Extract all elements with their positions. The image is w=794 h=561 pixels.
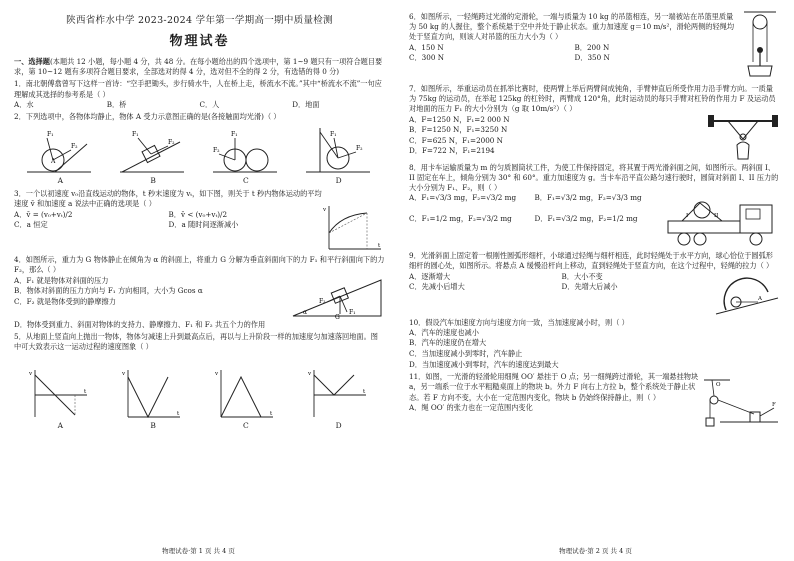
page-footer-right: 物理试卷·第 2 页 共 4 页 <box>559 547 632 555</box>
question-9-stem: 9．光滑斜面上固定着一根刚性圆弧形细杆，小球通过轻绳与细杆相连，此时轻绳处于水平方向，球心恰位于圆弧形细杆的圆心处，如图所示。将悬点 A 缓慢沿杆向上移动，直到轻绳处于竖直方向，在这个过程中，轻绳的拉力（ ） <box>409 251 774 271</box>
question-4-options <box>14 276 289 308</box>
svg-text:F: F <box>772 402 776 409</box>
svg-text:F₂: F₂ <box>319 297 326 305</box>
figure-label: B <box>150 176 156 186</box>
question-4-option-d[interactable]: D．物体受到重力、斜面对物体的支持力、静摩擦力、F₁ 和 F₂ 共五个力的作用 <box>14 319 266 329</box>
force-diagram-icon <box>304 124 374 176</box>
svg-text:v: v <box>122 370 126 377</box>
question-1-options <box>14 100 385 110</box>
question-7-stem: 7．如图所示，举重运动员在抓举比赛时，使两臂上举后两臂间成钝角，手臂伸直后所受作用力沿手臂方向。一质量为 75kg 的运动员，在举起 125kg 的杠铃时，两臂成 120°角，此时运动员的每只手臂对杠铃的作用力 F 及运动员对地面的压力 F₁ 的大小分别为（g 取 10m/s²）（ ） <box>409 84 776 114</box>
option[interactable]: A．汽车的速度也减小 <box>409 327 479 337</box>
question-7 <box>409 115 780 161</box>
question-4-stem: 4．如图所示，重力为 G 物体静止在倾角为 α 的斜面上，将重力 G 分解为垂直斜面向下的力 F₁ 和平行斜面向下的力 F₂，那么（ ） <box>14 255 385 275</box>
vt-graph-icon <box>122 367 184 421</box>
question-9 <box>409 272 780 316</box>
figure-label: D <box>335 420 342 430</box>
question-3-options <box>14 210 323 230</box>
svg-text:α: α <box>303 308 308 316</box>
option[interactable]: D．a 随时间逐渐减小 <box>168 219 239 229</box>
question-2-stem: 2．下列选项中，各物体均静止，物体 A 受力示意图正确的是(各接触面均光滑)（ ） <box>14 112 281 122</box>
figure-label: C <box>243 176 249 186</box>
svg-text:F₁: F₁ <box>230 131 238 139</box>
svg-text:F₁: F₁ <box>329 131 337 139</box>
question-11-option-a[interactable]: A．绳 OO′ 的张力也在一定范围内变化 <box>409 402 533 412</box>
question-1-stem: 1．南北朝傅翕曾写下这样一首诗：“空手把锄头，步行骑水牛，人在桥上走，桥流水不流。”其中“桥流水不流”一句应理解成其选择的参考系是（ ） <box>14 79 382 99</box>
option[interactable]: B．桥 <box>106 99 127 109</box>
svg-text:t: t <box>269 410 273 417</box>
incline-diagram-icon <box>289 276 385 320</box>
svg-text:t: t <box>378 243 381 250</box>
question-3 <box>14 187 385 253</box>
option[interactable]: C．当加速度减小到零时，汽车静止 <box>409 349 523 359</box>
option[interactable]: C．F₂ 就是物体受到的静摩擦力 <box>14 296 116 306</box>
question-6-options <box>409 43 740 63</box>
svg-text:I: I <box>686 213 689 220</box>
vt-graph-icon <box>29 367 91 421</box>
option[interactable]: B．汽车的速度仍在增大 <box>409 338 487 348</box>
option[interactable]: C．300 N <box>409 52 444 62</box>
option[interactable]: B．200 N <box>574 42 610 52</box>
svg-text:F₁: F₁ <box>132 131 139 139</box>
option[interactable]: D．F=722 N，F₁=2194 <box>409 146 495 156</box>
option[interactable]: A．150 N <box>409 42 444 52</box>
svg-text:v: v <box>214 370 218 377</box>
option[interactable]: C．人 <box>199 99 220 109</box>
weightlifter-icon <box>706 115 780 161</box>
option[interactable]: A．v̄ = (v₀+vₜ)/2 <box>14 209 73 219</box>
option[interactable]: B．v̄ < (v₀+vₜ)/2 <box>168 209 228 219</box>
subject-title: 物理试卷 <box>169 34 230 49</box>
vt-graph-icon <box>308 367 370 421</box>
svg-text:t: t <box>177 410 180 417</box>
option[interactable]: B．物体对斜面的压力方向与 F₁ 方向相同，大小为 Gcos α <box>14 286 203 296</box>
force-diagram-icon <box>211 124 281 176</box>
truck-icon <box>660 193 780 249</box>
svg-text:F₂: F₂ <box>168 139 175 147</box>
question-11 <box>409 370 780 438</box>
page-footer-left: 物理试卷·第 1 页 共 4 页 <box>162 547 235 555</box>
option[interactable]: B．大小不变 <box>561 271 603 281</box>
question-11-stem: 11．如图，一光滑的轻滑轮用细绳 OO′ 悬挂于 O 点；另一细绳跨过滑轮，其一端悬挂物块 a，另一端系一位于水平粗糙桌面上的物块 b。外力 F 向右上方拉 b，整个系统处于静止状态。若 F 方向不变，大小在一定范围内变化，物块 b 仍始终保持静止，则（ ） <box>409 372 699 402</box>
vt-graph-icon <box>215 367 277 421</box>
section-intro: 一、选择题(本题共 12 小题，每小题 4 分，共 48 分。在每小题给出的四个选项中，第 1~9 题只有一项符合题目要求，第 10~12 题有多项符合题目要求，全部选对的得 4 分，选对但不全的得 2 分，有选错的得 0 分) <box>14 57 383 77</box>
question-4 <box>14 276 385 320</box>
option[interactable]: A．水 <box>14 99 34 109</box>
svg-text:G: G <box>335 313 340 320</box>
svg-text:F₂: F₂ <box>71 143 78 151</box>
figure-label: D <box>335 176 342 186</box>
option[interactable]: C．F=625 N，F₁=2000 N <box>409 135 503 145</box>
figure-label: C <box>243 420 249 430</box>
figure-d <box>304 124 374 185</box>
svg-text:F₂: F₂ <box>355 145 363 153</box>
graph-c <box>215 367 277 430</box>
question-8 <box>409 193 780 249</box>
figure-a <box>25 124 95 185</box>
force-diagram-icon <box>118 124 188 176</box>
svg-text:t: t <box>84 388 87 395</box>
figure-label: A <box>57 176 64 186</box>
pulley-block-icon <box>700 378 780 438</box>
question-5-figures <box>14 367 385 430</box>
option[interactable]: D．350 N <box>574 52 610 62</box>
figure-b <box>118 124 188 185</box>
svg-text:t: t <box>362 388 365 395</box>
option[interactable]: C．F₁=1/2 mg，F₂=√3/2 mg <box>409 213 512 223</box>
question-8-stem: 8．用卡车运输质量为 m 的匀质圆筒状工件，为使工件保持固定，将其置于两光滑斜面之间，如图所示。两斜面 I、II 固定在车上，倾角分别为 30° 和 60°。重力加速度为 g。当卡车沿平直公路匀速行驶时，圆筒对斜面 I、II 压力的大小分别为 F₁、F₂，则（ ） <box>409 162 779 193</box>
svg-text:v: v <box>307 370 311 377</box>
graph-b <box>122 367 184 430</box>
pulley-basket-icon <box>740 10 780 82</box>
question-2-figures <box>14 124 385 185</box>
arc-rod-icon <box>714 272 780 316</box>
option[interactable]: A．逐渐增大 <box>409 271 451 281</box>
figure-c <box>211 124 281 185</box>
option[interactable]: A．F₁=√3/3 mg，F₂=√3/2 mg <box>409 193 517 203</box>
svg-text:v: v <box>323 207 327 214</box>
figure-label: B <box>150 420 156 430</box>
question-6-stem: 6．如图所示，一轻绳跨过光滑的定滑轮，一端与质量为 10 kg 的吊篮相连，另一端被站在吊篮里质量为 50 kg 的人握住，整个系统悬于空中并处于静止状态。重力加速度 g＝10 m/s²，滑轮两侧的轻绳均处于竖直方向，则该人对吊篮的压力大小为（ ） <box>409 12 735 42</box>
exam-title: 陕西省柞水中学 2023-2024 学年第一学期高一期中质量检测 <box>66 15 333 26</box>
option[interactable]: C．先减小后增大 <box>409 281 465 291</box>
option[interactable]: B．F₁=√3/2 mg，F₂=√3/3 mg <box>534 193 642 203</box>
velocity-graph-icon <box>323 203 385 253</box>
option[interactable]: D．当加速度减小到零时，汽车的速度达到最大 <box>409 359 559 369</box>
question-3-stem: 3．一个以初速度 v₀沿直线运动的物体，t 秒末速度为 vₜ，如下图，则关于 t 秒内物体运动的平均速度 v̄ 和加速度 a 说法中正确的选项是（ ） <box>14 189 322 209</box>
graph-a <box>29 367 91 430</box>
svg-text:O: O <box>716 382 721 389</box>
option[interactable]: D．先增大后减小 <box>561 281 618 291</box>
question-6 <box>409 10 780 82</box>
question-10-options <box>409 328 780 370</box>
svg-text:F₁: F₁ <box>349 308 356 316</box>
option[interactable]: D．地面 <box>292 99 320 109</box>
question-9-options <box>409 272 714 292</box>
option[interactable]: B．F=1250 N，F₁=3250 N <box>409 125 508 135</box>
question-5-stem: 5．从地面上竖直向上抛出一物体，物体匀减速上升到最高点后，再以与上升阶段一样的加速度匀加速落回地面。图中可大致表示这一运动过程的速度图象（ ） <box>14 332 378 352</box>
graph-d <box>308 367 370 430</box>
option[interactable]: C．a 恒定 <box>14 219 48 229</box>
svg-text:F₂: F₂ <box>212 147 220 155</box>
svg-text:II: II <box>714 213 719 220</box>
svg-text:v: v <box>29 370 33 377</box>
question-7-options <box>409 115 706 157</box>
force-diagram-icon <box>25 124 95 176</box>
option[interactable]: A．F₁ 就是物体对斜面的压力 <box>14 275 109 285</box>
svg-text:A: A <box>758 295 762 302</box>
option[interactable]: A．F=1250 N，F₁=2 000 N <box>409 114 510 124</box>
question-8-options <box>409 193 660 224</box>
question-10-stem: 10．假设汽车加速度方向与速度方向一致，当加速度减小时，则（ ） <box>409 317 629 327</box>
figure-label: A <box>57 420 64 430</box>
svg-text:F₁: F₁ <box>47 131 54 139</box>
option[interactable]: D．F₁=√3/2 mg，F₂=1/2 mg <box>534 213 638 223</box>
svg-text:A: A <box>51 158 56 166</box>
page-right <box>397 0 794 561</box>
